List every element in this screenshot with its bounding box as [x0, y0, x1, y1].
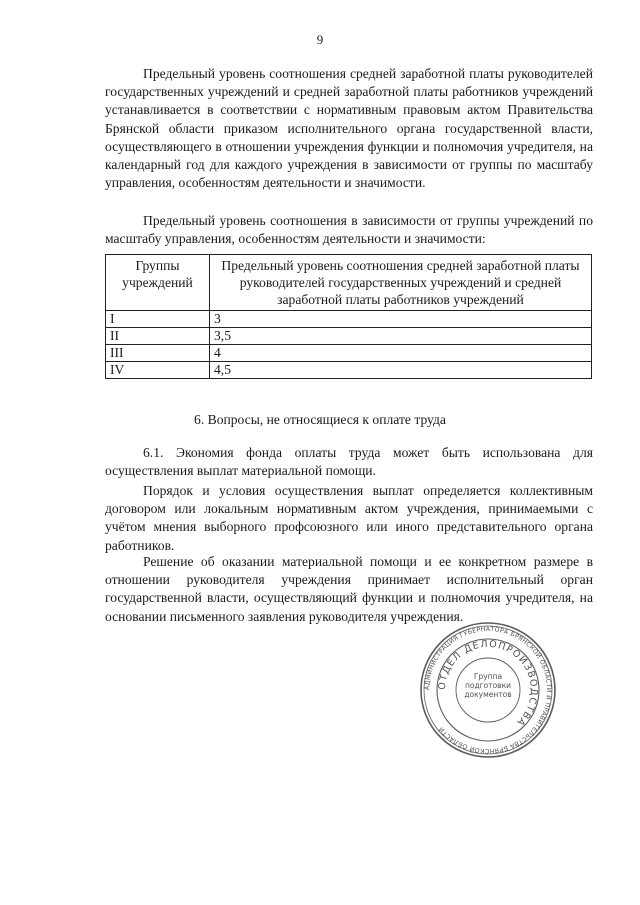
ratio-cell: 4,5: [210, 362, 592, 379]
section-title: 6. Вопросы, не относящиеся к оплате труда: [194, 412, 446, 427]
department-stamp: [418, 620, 558, 760]
table-row: [106, 311, 592, 328]
ratio-cell: 4: [210, 345, 592, 362]
ratio-cell: 3: [210, 311, 592, 328]
group-cell: II: [106, 328, 210, 345]
table-row: [106, 328, 592, 345]
stamp-center-text: Группа подготовки документов: [464, 672, 512, 699]
group-cell: IV: [106, 362, 210, 379]
paragraph-material-aid: 6.1. Экономия фонда оплаты труда может быть использована для осуществления выплат материальной помощи.: [105, 445, 593, 479]
paragraph-ratio-intro: Предельный уровень соотношения в зависимости от группы учреждений по масштабу управления, особенностям деятельности и значимости:: [105, 213, 593, 247]
table-row: [106, 345, 592, 362]
page-number: 9: [316, 32, 324, 47]
header-groups: Группы учреждений: [106, 255, 210, 311]
group-cell: I: [106, 311, 210, 328]
table-header-row: [106, 255, 592, 311]
table-row: [106, 362, 592, 379]
paragraph-salary-ratio-rule: Предельный уровень соотношения средней заработной платы руководителей государственных учреждений и средней заработной платы работников учреждений устанавливается в соответствии с нормативным правовым актом Правительства Брянской области приказом исполнительного органа государственной власти, осуществляющего в отношении учреждения функции и полномочия учредителя, на календарный год для каждого учреждения в зависимости от группы по масштабу управления, особенностям деятельности и значимости.: [105, 66, 593, 191]
stamp-middle-text: ОТДЕЛ ДЕЛОПРОИЗВОДСТВА: [436, 638, 540, 729]
ratio-cell: 3,5: [210, 328, 592, 345]
group-cell: III: [106, 345, 210, 362]
header-ratio-limit: Предельный уровень соотношения средней заработной платы руководителей государственных учреждений и средней заработной платы работников учреждений: [210, 255, 592, 311]
paragraph-procedure: Порядок и условия осуществления выплат определяется коллективным договором или локальным нормативным актом учреждения, принимаемыми с учётом мнения выборного профсоюзного или иного представительного органа работников.: [105, 483, 593, 553]
paragraph-director-decision: Решение об оказании материальной помощи и ее конкретном размере в отношении руководителя учреждения принимает исполнительный орган государственной власти, осуществляющий функции и полномочия учредителя, на основании письменного заявления руководителя учреждения.: [105, 554, 593, 624]
stamp-outer-text: АДМИНИСТРАЦИЯ ГУБЕРНАТОРА БРЯНСКОЙ ОБЛАСТИ И ПРАВИТЕЛЬСТВА БРЯНСКОЙ ОБЛАСТИ: [423, 625, 553, 755]
salary-ratio-table: [105, 254, 592, 379]
